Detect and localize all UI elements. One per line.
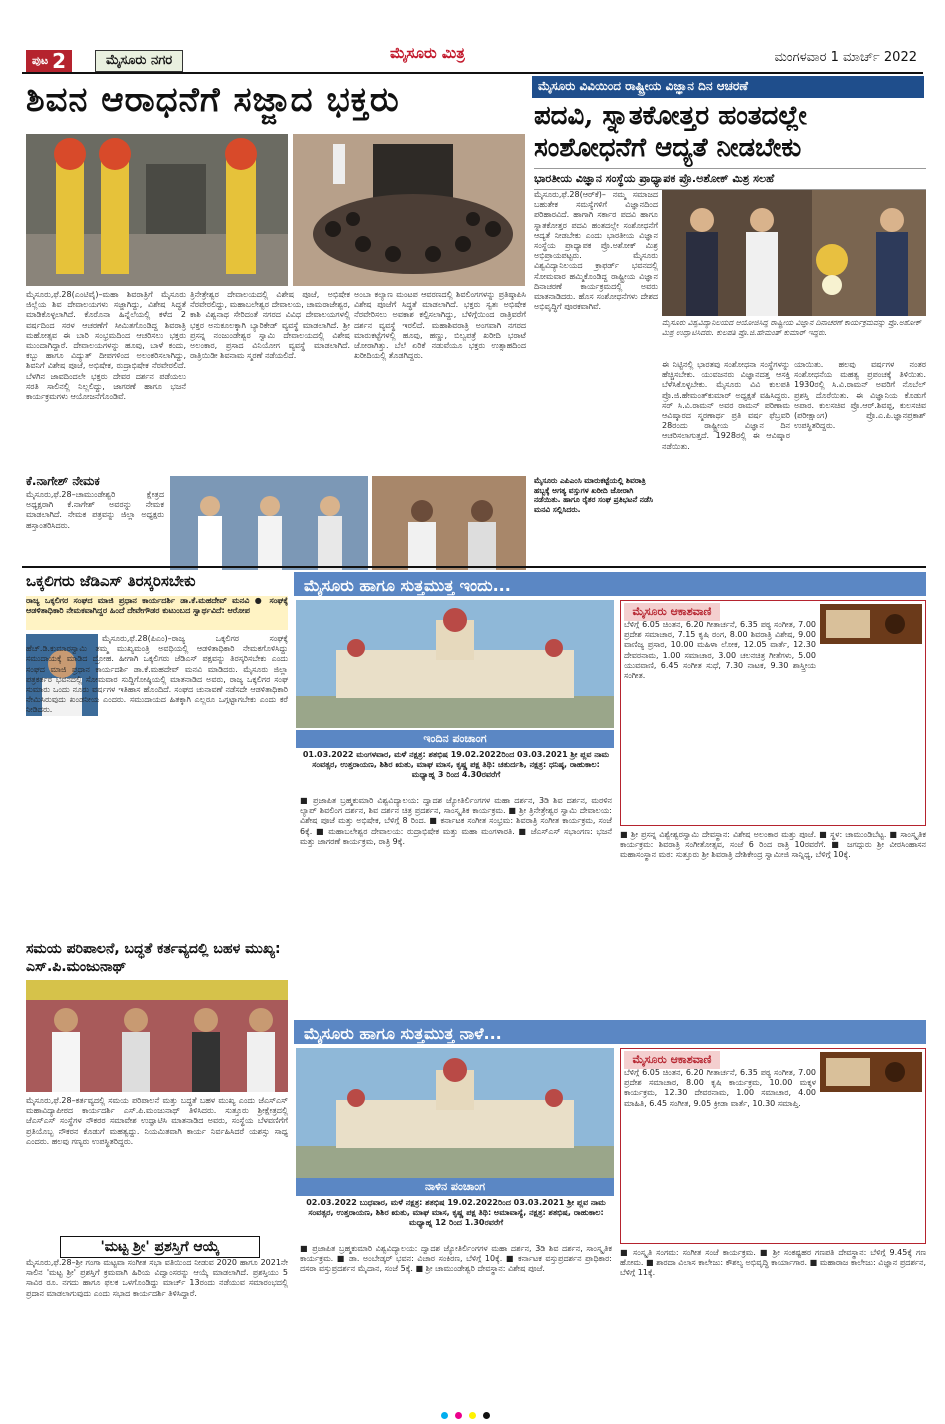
science-kicker: ಮೈಸೂರು ವಿವಿಯಿಂದ ರಾಷ್ಟ್ರೀಯ ವಿಜ್ಞಾನ ದಿನ ಆಚರಣೆ: [532, 76, 924, 98]
photo-palace-tomorrow: [296, 1048, 614, 1178]
okkaliga-body: ಮೈಸೂರು,ಫೆ.28(ಪಿಎಂ)–ರಾಜ್ಯ ಒಕ್ಕಲಿಗರ ಸಂಘಕ್ಕೆ ಹೆಚ್.ಡಿ.ಕುಮಾರಸ್ವಾಮಿ ತಮ್ಮ ಮುಖ್ಯಮಂತ್ರಿ ಅವಧಿಯಲ್ಲಿ ಆಡಳಿತಾಧಿಕಾರಿ ನೇಮಕಗೊಳಿಸಿದ್ದು ಸಮುದಾಯಕ್ಕೆ ಮಾಡಿದ ದ್ರೋಹ. ಹೀಗಾಗಿ ಒಕ್ಕಲಿಗರು ಜೆಡಿಎಸ್ ಪಕ್ಷವನ್ನು ತಿರಸ್ಕರಿಸಬೇಕು ಎಂದು ಸಂಘದ ಮಾಜಿ ಪ್ರಧಾನ ಕಾರ್ಯದರ್ಶಿ ಡಾ.ಕೆ.ಮಹದೇವ್ ಮನವಿ ಮಾಡಿದರು. ಮೈಸೂರು ಜಿಲ್ಲಾ ಪತ್ರಕರ್ತರ ಭವನದಲ್ಲಿ ಸೋಮವಾರ ಸುದ್ದಿಗೋಷ್ಠಿಯಲ್ಲಿ ಮಾತನಾಡಿದ ಅವರು, ರಾಜ್ಯ ಒಕ್ಕಲಿಗರ ಸಂಘ ಸುಮಾರು ಒಂದು ನೂರು ವರ್ಷಗಳ ಇತಿಹಾಸ ಹೊಂದಿದೆ. ಸಂಘದ ಚುನಾವಣೆ ನಡೆಸದೇ ಆಡಳಿತಾಧಿಕಾರಿ ನೇಮಿಸಿರುವುದು ಖಂಡನೀಯ ಎಂದರು. ಸಮುದಾಯದ ಹಿತಕ್ಕಾಗಿ ಎಲ್ಲರೂ ಒಗ್ಗಟ್ಟಾಗಬೇಕು ಎಂದು ಕರೆ ನೀಡಿದರು.: [26, 634, 288, 715]
story1-col2: ತ್ರಿನೇತ್ರೇಶ್ವರ ದೇವಾಲಯದಲ್ಲಿ ವಿಶೇಷ ಪೂಜೆ, ಅಭಿಷೇಕ ನೆರವೇರಲಿದ್ದು, ಮಹಾಬಲೇಶ್ವರ ದೇವಾಲಯ, ಚಾಮರಾಜೇಶ್ವರ, ಕಾಶಿ ವಿಶ್ವನಾಥ ಸೇರಿದಂತೆ ನಗರದ ವಿವಿಧ ದೇವಾಲಯಗಳಲ್ಲಿ ಭಕ್ತರ ಅನುಕೂಲಕ್ಕಾಗಿ ಬ್ಯಾರಿಕೇಡ್ ವ್ಯವಸ್ಥೆ ಮಾಡಲಾಗಿದೆ. ಶ್ರೀ ಪ್ರಸನ್ನ ನಂಜುಂಡೇಶ್ವರ ಸ್ವಾಮಿ ದೇವಾಲಯದಲ್ಲಿ ವಿಶೇಷ ಅಲಂಕಾರ, ಪ್ರಸಾದ ವಿನಿಯೋಗ ವ್ಯವಸ್ಥೆ ಮಾಡಲಾಗಿದೆ. ರಾತ್ರಿಯಿಡೀ ಶಿವನಾಮ ಸ್ಮರಣೆ ನಡೆಯಲಿದೆ.: [190, 290, 350, 361]
headline-okkaliga: ಒಕ್ಕಲಿಗರು ಜೆಡಿಎಸ್ ತಿರಸ್ಕರಿಸಬೇಕು: [26, 572, 196, 590]
akashvani-today-title: ಮೈಸೂರು ಆಕಾಶವಾಣಿ: [624, 603, 720, 621]
headline-shivaratri: ಶಿವನ ಆರಾಧನೆಗೆ ಸಜ್ಜಾದ ಭಕ್ತರು: [26, 80, 400, 120]
print-registration-marks: [440, 1404, 491, 1423]
photo-palace-today: [296, 600, 614, 728]
science-day-image: [662, 190, 926, 316]
page-number-box: [26, 50, 72, 72]
nemaka-image: [170, 476, 368, 570]
okkaliga-subhead: ರಾಜ್ಯ ಒಕ್ಕಲಿಗರ ಸಂಘದ ಮಾಜಿ ಪ್ರಧಾನ ಕಾರ್ಯದರ್ಶಿ ಡಾ.ಕೆ.ಮಹದೇವ್ ಮನವಿ ● ಸಂಘಕ್ಕೆ ಆಡಳಿತಾಧಿಕಾರಿ ನೇಮಕವಾಗಿದ್ದರ ಹಿಂದೆ ದೇವೇಗೌಡರ ಕುಟುಂಬದ ಸ್ವಾರ್ಥವಿದೆ: ಆರೋಪ: [26, 596, 288, 630]
headline-samaya: ಸಮಯ ಪರಿಪಾಲನೆ, ಬದ್ಧತೆ ಕರ್ತವ್ಯದಲ್ಲಿ ಬಹಳ ಮುಖ್ಯ: ಎಸ್.ಪಿ.ಮಂಜುನಾಥ್: [26, 941, 281, 975]
magenta-mark: [455, 1412, 462, 1419]
banner-tomorrow: ಮೈಸೂರು ಹಾಗೂ ಸುತ್ತಮುತ್ತ ನಾಳೆ...: [294, 1020, 926, 1044]
events-tomorrow: ■ ಪ್ರಜಾಪಿತ ಬ್ರಹ್ಮಕುಮಾರಿ ವಿಶ್ವವಿದ್ಯಾಲಯ: ದ್ವಾದಶ ಜ್ಯೋತಿರ್ಲಿಂಗಗಳ ಮಹಾ ದರ್ಶನ, 3ಡಿ ಶಿವ ದರ್ಶನ, ಸಾಂಸ್ಕೃತಿಕ ಕಾರ್ಯಕ್ರಮ. ■ ಡಾ. ಅಂಬೇಡ್ಕರ್ ಭವನ: ವಿಚಾರ ಸಂಕಿರಣ, ಬೆಳಿಗ್ಗೆ 10ಕ್ಕೆ. ■ ಕರ್ನಾಟಕ ವಸ್ತುಪ್ರದರ್ಶನ ಪ್ರಾಧಿಕಾರ: ದಸರಾ ವಸ್ತುಪ್ರದರ್ಶನ ಮೈದಾನ, ಸಂಜೆ 5ಕ್ಕೆ. ■ ಶ್ರೀ ಚಾಮುಂಡೇಶ್ವರಿ ದೇವಸ್ಥಾನ: ವಿಶೇಷ ಪೂಜೆ.: [300, 1244, 612, 1274]
headline-science: ಪದವಿ, ಸ್ನಾತಕೋತ್ತರ ಹಂತದಲ್ಲೇ ಸಂಶೋಧನೆಗೆ ಆದ್ಯತೆ ನೀಡಬೇಕು: [534, 101, 807, 163]
black-mark: [483, 1412, 490, 1419]
market-image: [372, 476, 526, 570]
photo-samaya: [26, 980, 288, 1092]
akashvani-today: ಬೆಳಿಗ್ಗೆ 6.05 ಚಿಂತನ, 6.20 ಗೀತಾರ್ಚನೆ, 6.35 ಪಠ್ಯ ಸಂಗೀತ, 7.00 ಪ್ರದೇಶ ಸಮಾಚಾರ, 7.15 ಕೃಷಿ ರಂಗ, 8.00 ಶಿವರಾತ್ರಿ ವಿಶೇಷ, 9.00 ವಾಣಿಜ್ಯ ಪ್ರಸಾರ, 10.00 ಮಹಿಳಾ ಲೋಕ, 12.05 ವಾರ್ತೆ, 12.30 ದೇವರನಾಮ, 1.00 ಸಮಾಚಾರ, 3.00 ಚಲನಚಿತ್ರ ಗೀತೆಗಳು, 5.00 ಯುವವಾಣಿ, 6.45 ಸಂಗೀತ ಸುಧೆ, 7.30 ನಾಟಕ, 9.30 ಶಾಸ್ತ್ರೀಯ ಸಂಗೀತ.: [624, 620, 816, 681]
samaya-body: ಮೈಸೂರು,ಫೆ.28–ಕರ್ತವ್ಯದಲ್ಲಿ ಸಮಯ ಪರಿಪಾಲನೆ ಮತ್ತು ಬದ್ಧತೆ ಬಹಳ ಮುಖ್ಯ ಎಂದು ಜೆಎಸ್‌ಎಸ್ ಮಹಾವಿದ್ಯಾಪೀಠದ ಕಾರ್ಯದರ್ಶಿ ಎಸ್.ಪಿ.ಮಂಜುನಾಥ್ ತಿಳಿಸಿದರು. ಸುತ್ತೂರು ಶ್ರೀಕ್ಷೇತ್ರದಲ್ಲಿ ಜೆಎಸ್‌ಎಸ್ ಸಂಸ್ಥೆಗಳ ನೌಕರರ ಸಮಾವೇಶ ಉದ್ಘಾಟಿಸಿ ಮಾತನಾಡಿದ ಅವರು, ಸಂಸ್ಥೆಯ ಬೆಳವಣಿಗೆಗೆ ಪ್ರತಿಯೊಬ್ಬ ನೌಕರನ ಕೊಡುಗೆ ಮಹತ್ವದ್ದು. ನಿಯಮಿತವಾಗಿ ಕಾರ್ಯ ನಿರ್ವಹಿಸಿದರೆ ಯಶಸ್ಸು ಸಾಧ್ಯ ಎಂದರು. ಹಲವು ಗಣ್ಯರು ಉಪಸ್ಥಿತರಿದ್ದರು.: [26, 1096, 288, 1146]
cyan-mark: [441, 1412, 448, 1419]
divider: [22, 566, 926, 568]
photo-temple-decor: [26, 134, 288, 286]
story1-col1: ಮೈಸೂರು,ಫೆ.28(ಎಂಟಿವೈ)–ಮಹಾ ಶಿವರಾತ್ರಿಗೆ ಮೈಸೂರು ಜಿಲ್ಲೆಯ ಶಿವ ದೇವಾಲಯಗಳು ಸಜ್ಜಾಗಿದ್ದು, ವಿಶೇಷ ಸಿದ್ಧತೆ ಮಾಡಿಕೊಳ್ಳಲಾಗಿದೆ. ಕೊರೊನಾ ಹಿನ್ನೆಲೆಯಲ್ಲಿ ಕಳೆದ 2 ವರ್ಷದಿಂದ ಸರಳ ಆಚರಣೆಗೆ ಸೀಮಿತಗೊಂಡಿದ್ದ ಶಿವರಾತ್ರಿ ಮಹೋತ್ಸವ ಈ ಬಾರಿ ಸಂಭ್ರಮದಿಂದ ಆಚರಿಸಲು ಭಕ್ತರು ಮುಂದಾಗಿದ್ದಾರೆ. ದೇವಾಲಯಗಳನ್ನು ಹೂವು, ಬಾಳೆ ಕಂದು, ಕಬ್ಬು ಹಾಗೂ ವಿದ್ಯುತ್ ದೀಪಗಳಿಂದ ಅಲಂಕರಿಸಲಾಗಿದ್ದು, ಶಿವನಿಗೆ ವಿಶೇಷ ಪೂಜೆ, ಅಭಿಷೇಕ, ರುದ್ರಾಭಿಷೇಕ ನೆರವೇರಲಿದೆ. ಬೆಳಗಿನ ಜಾವದಿಂದಲೇ ಭಕ್ತರು ದೇವರ ದರ್ಶನ ಪಡೆಯಲು ಸರತಿ ಸಾಲಿನಲ್ಲಿ ನಿಲ್ಲಲಿದ್ದು, ಜಾಗರಣೆ ಹಾಗೂ ಭಜನೆ ಕಾರ್ಯಕ್ರಮಗಳು ಆಯೋಜನೆಗೊಂಡಿವೆ.: [26, 290, 186, 402]
radio-icon: [820, 1052, 922, 1092]
photo-market: [372, 476, 526, 570]
photo-nemaka: [170, 476, 368, 570]
palace-image: [296, 600, 614, 728]
temple-decor-image: [26, 134, 288, 286]
samaya-image: [26, 980, 288, 1092]
palace-image: [296, 1048, 614, 1178]
section-name: ಮೈಸೂರು ನಗರ: [95, 50, 183, 72]
photo-science-day: [662, 190, 926, 316]
radio-image: [820, 604, 922, 644]
science-col1: ಮೈಸೂರು,ಫೆ.28(ಆರ್‌ಕೆ)– ನಮ್ಮ ಸಮಾಜದ ಬಹುತೇಕ ಸಮಸ್ಯೆಗಳಿಗೆ ವಿಜ್ಞಾನದಿಂದ ಪರಿಹಾರವಿದೆ. ಹಾಗಾಗಿ ಸರ್ಕಾರ ಪದವಿ ಹಾಗೂ ಸ್ನಾತಕೋತ್ತರ ಪದವಿ ಹಂತದಲ್ಲೇ ಸಂಶೋಧನೆಗೆ ಆದ್ಯತೆ ನೀಡಬೇಕು ಎಂದು ಭಾರತೀಯ ವಿಜ್ಞಾನ ಸಂಸ್ಥೆಯ ಪ್ರಾಧ್ಯಾಪಕ ಪ್ರೊ.ಅಶೋಕ್ ಮಿಶ್ರ ಅಭಿಪ್ರಾಯಪಟ್ಟರು. ಮೈಸೂರು ವಿಶ್ವವಿದ್ಯಾನಿಲಯದ ಕ್ರಾಫರ್ಡ್ ಭವನದಲ್ಲಿ ಸೋಮವಾರ ಹಮ್ಮಿಕೊಂಡಿದ್ದ ರಾಷ್ಟ್ರೀಯ ವಿಜ್ಞಾನ ದಿನಾಚರಣೆ ಕಾರ್ಯಕ್ರಮದಲ್ಲಿ ಅವರು ಮಾತನಾಡಿದರು. ಹೊಸ ಸಂಶೋಧನೆಗಳು ದೇಶದ ಅಭಿವೃದ್ಧಿಗೆ ಪೂರಕವಾಗಿವೆ.: [534, 190, 658, 312]
page-number: 2: [52, 49, 67, 73]
story1-col3: ಅಂಬಾ ಕಲ್ಯಾಣ ಮಂಟಪ ಆವರಣದಲ್ಲಿ ಶಿವಲಿಂಗಗಳನ್ನು ಪ್ರತಿಷ್ಠಾಪಿಸಿ ವಿಶೇಷ ಪೂಜೆಗೆ ಸಿದ್ಧತೆ ಮಾಡಲಾಗಿದೆ. ಭಕ್ತರು ಸ್ವತಃ ಅಭಿಷೇಕ ನೆರವೇರಿಸಲು ಅವಕಾಶ ಕಲ್ಪಿಸಲಾಗಿದ್ದು, ಬೆಳಿಗ್ಗೆಯಿಂದ ರಾತ್ರಿವರೆಗೆ ದರ್ಶನ ವ್ಯವಸ್ಥೆ ಇರಲಿದೆ. ಮಹಾಶಿವರಾತ್ರಿ ಅಂಗವಾಗಿ ನಗರದ ಮಾರುಕಟ್ಟೆಗಳಲ್ಲಿ ಹೂವು, ಹಣ್ಣು, ಬಿಲ್ವಪತ್ರೆ ಖರೀದಿ ಭರಾಟೆ ಜೋರಾಗಿತ್ತು. ಬೆಲೆ ಏರಿಕೆ ನಡುವೆಯೂ ಭಕ್ತರು ಉತ್ಸಾಹದಿಂದ ಖರೀದಿಯಲ್ಲಿ ತೊಡಗಿದ್ದರು.: [354, 290, 526, 361]
akashvani-tomorrow: ಬೆಳಿಗ್ಗೆ 6.05 ಚಿಂತನ, 6.20 ಗೀತಾರ್ಚನೆ, 6.35 ಪಠ್ಯ ಸಂಗೀತ, 7.00 ಪ್ರದೇಶ ಸಮಾಚಾರ, 8.00 ಕೃಷಿ ಕಾರ್ಯಕ್ರಮ, 10.00 ಮಕ್ಕಳ ಕಾರ್ಯಕ್ರಮ, 12.30 ದೇವರನಾಮ, 1.00 ಸಮಾಚಾರ, 4.00 ಮಾಹಿತಿ, 6.45 ಸಂಗೀತ, 9.05 ಕ್ರೀಡಾ ವಾರ್ತೆ, 10.30 ಸಮಾಪ್ತಿ.: [624, 1068, 816, 1108]
radio-icon: [820, 604, 922, 644]
brand-logo: ಮೈಸೂರು ಮಿತ್ರ: [390, 44, 465, 62]
panchanga-tomorrow: 02.03.2022 ಬುಧವಾರ, ಮಳೆ ನಕ್ಷತ್ರ: ಶತಭಿಷ 19.02.2022ರಿಂದ 03.03.2021 ಶ್ರೀ ಪ್ಲವ ನಾಮ ಸಂವತ್ಸರ, ಉತ್ತರಾಯಣ, ಶಿಶಿರ ಋತು, ಮಾಘ ಮಾಸ, ಕೃಷ್ಣ ಪಕ್ಷ ತಿಥಿ: ಅಮಾವಾಸ್ಯೆ, ನಕ್ಷತ್ರ: ಶತಭಿಷ, ರಾಹುಕಾಲ: ಮಧ್ಯಾಹ್ನ 12 ರಿಂದ 1.30ರವರೆಗೆ: [306, 1198, 606, 1228]
shivalinga-image: [293, 134, 525, 286]
page-label: ಪುಟ: [32, 54, 49, 67]
mattashri-body: ಮೈಸೂರು,ಫೆ.28–ಶ್ರೀ ಗಂಗಾ ಮಟ್ಟವಾ ಸಂಗೀತ ಸಭಾ ವತಿಯಿಂದ ನೀಡುವ 2020 ಹಾಗೂ 2021ನೇ ಸಾಲಿನ 'ಮಟ್ಟ ಶ್ರೀ' ಪ್ರಶಸ್ತಿಗೆ ಕ್ರಮವಾಗಿ ಹಿರಿಯ ವಿದ್ವಾಂಸರನ್ನು ಆಯ್ಕೆ ಮಾಡಲಾಗಿದೆ. ಪ್ರಶಸ್ತಿಯು 5 ಸಾವಿರ ರೂ. ನಗದು ಹಾಗೂ ಫಲಕ ಒಳಗೊಂಡಿದ್ದು ಮಾರ್ಚ್ 13ರಂದು ನಡೆಯುವ ಸಮಾರಂಭದಲ್ಲಿ ಪ್ರದಾನ ಮಾಡಲಾಗುವುದು ಎಂದು ಸಭಾದ ಕಾರ್ಯದರ್ಶಿ ತಿಳಿಸಿದ್ದಾರೆ.: [26, 1258, 288, 1298]
science-col2: ಈ ನಿಟ್ಟಿನಲ್ಲಿ ಭಾರತವು ಸಂಶೋಧನಾ ಸಂಸ್ಥೆಗಳನ್ನು ಹೆಚ್ಚಿಸಬೇಕು. ಯುವಜನರು ವಿಜ್ಞಾನದತ್ತ ಆಸಕ್ತಿ ಬೆಳೆಸಿಕೊಳ್ಳಬೇಕು. ಮೈಸೂರು ವಿವಿ ಕುಲಪತಿ ಪ್ರೊ.ಜಿ.ಹೇಮಂತ್‌ಕುಮಾರ್ ಅಧ್ಯಕ್ಷತೆ ವಹಿಸಿದ್ದರು. ಸರ್ ಸಿ.ವಿ.ರಾಮನ್ ಅವರ ರಾಮನ್ ಪರಿಣಾಮ ಆವಿಷ್ಕಾರದ ಸ್ಮರಣಾರ್ಥ ಪ್ರತಿ ವರ್ಷ ಫೆಬ್ರವರಿ 28ರಂದು ರಾಷ್ಟ್ರೀಯ ವಿಜ್ಞಾನ ದಿನ ಆಚರಿಸಲಾಗುತ್ತದೆ. 1928ರಲ್ಲಿ ಈ ಆವಿಷ್ಕಾರ ನಡೆಯಿತು.: [662, 360, 790, 451]
science-caption: ಮೈಸೂರು ವಿಶ್ವವಿದ್ಯಾನಿಲಯದ ಆಯೋಜಿಸಿದ್ದ ರಾಷ್ಟ್ರೀಯ ವಿಜ್ಞಾನ ದಿನಾಚರಣೆ ಕಾರ್ಯಕ್ರಮವನ್ನು ಪ್ರೊ.ಅಶೋಕ್ ಮಿಶ್ರ ಉದ್ಘಾಟಿಸಿದರು. ಕುಲಪತಿ ಪ್ರೊ.ಜಿ.ಹೇಮಂತ್ ಕುಮಾರ್ ಇದ್ದರು.: [662, 318, 922, 337]
science-col3: ಯಾಯಿತು. ಹಲವು ವರ್ಷಗಳ ನಂತರ ಸಂಶೋಧನೆಯ ಮಹತ್ವ ಪ್ರಪಂಚಕ್ಕೆ ತಿಳಿಯಿತು. 1930ರಲ್ಲಿ ಸಿ.ವಿ.ರಾಮನ್ ಅವರಿಗೆ ನೊಬೆಲ್ ಪ್ರಶಸ್ತಿ ದೊರೆಯಿತು. ಈ ವಿಜ್ಞಾನಿಯ ಕೊಡುಗೆ ಅಪಾರ. ಕುಲಸಚಿವ ಪ್ರೊ.ಆರ್.ಶಿವಪ್ಪ, ಕುಲಸಚಿವ (ಪರೀಕ್ಷಾಂಗ) ಪ್ರೊ.ಎ.ಪಿ.ಜ್ಞಾನಪ್ರಕಾಶ್ ಉಪಸ್ಥಿತರಿದ್ದರು.: [794, 360, 926, 431]
headline-nemaka: ಕೆ.ನಾಗೇಶ್ ನೇಮಕ: [26, 474, 100, 488]
banner-today: ಮೈಸೂರು ಹಾಗೂ ಸುತ್ತಮುತ್ತ ಇಂದು...: [294, 572, 926, 596]
events-today: ■ ಪ್ರಜಾಪಿತ ಬ್ರಹ್ಮಕುಮಾರಿ ವಿಶ್ವವಿದ್ಯಾಲಯ: ದ್ವಾದಶ ಜ್ಯೋತಿರ್ಲಿಂಗಗಳ ಮಹಾ ದರ್ಶನ, 3ಡಿ ಶಿವ ದರ್ಶನ, ಮರಳಿನ ಲ್ಯಾಪ್ ಶಿವಲಿಂಗ ದರ್ಶನ, ಶಿವ ದರ್ಶನ ಚಿತ್ರ ಪ್ರದರ್ಶನ, ಸಾಂಸ್ಕೃತಿಕ ಕಾರ್ಯಕ್ರಮ. ■ ಶ್ರೀ ತ್ರಿನೇತ್ರೇಶ್ವರ ಸ್ವಾಮಿ ದೇವಾಲಯ: ವಿಶೇಷ ಪೂಜೆ ಮತ್ತು ಅಭಿಷೇಕ, ಬೆಳಿಗ್ಗೆ 8 ರಿಂದ. ■ ಕರ್ನಾಟಕ ಸಂಗೀತ ಸಂಭ್ರಮ: ಶಿವರಾತ್ರಿ ಸಂಗೀತ ಕಾರ್ಯಕ್ರಮ, ಸಂಜೆ 6ಕ್ಕೆ. ■ ಮಹಾಬಲೇಶ್ವರ ದೇವಾಲಯ: ರುದ್ರಾಭಿಷೇಕ ಮತ್ತು ಮಹಾ ಮಂಗಳಾರತಿ. ■ ಜೆಎಸ್‌ಎಸ್ ಸಭಾಂಗಣ: ಭಜನೆ ಮತ್ತು ಜಾಗರಣೆ ಕಾರ್ಯಕ್ರಮ, ರಾತ್ರಿ 9ಕ್ಕೆ.: [300, 796, 612, 846]
events-today-right: ■ ಶ್ರೀ ಪ್ರಸನ್ನ ವಿಶ್ವೇಶ್ವರಸ್ವಾಮಿ ದೇವಸ್ಥಾನ: ವಿಶೇಷ ಅಲಂಕಾರ ಮತ್ತು ಪೂಜೆ. ■ ಸ್ಥಳ: ಚಾಮುಂಡಿಬೆಟ್ಟ. ■ ಸಾಂಸ್ಕೃತಿಕ ಕಾರ್ಯಕ್ರಮ: ಶಿವರಾತ್ರಿ ಸಂಗೀತೋತ್ಸವ, ಸಂಜೆ 6 ರಿಂದ ರಾತ್ರಿ 10ರವರೆಗೆ. ■ ಜಗದ್ಗುರು ಶ್ರೀ ವೀರಸಿಂಹಾಸನ ಮಹಾಸಂಸ್ಥಾನ ಮಠ: ಸುತ್ತೂರು ಶ್ರೀ ಶಿವರಾತ್ರಿ ದೇಶಿಕೇಂದ್ರ ಸ್ವಾಮೀಜಿ ಸಾನ್ನಿಧ್ಯ, ಬೆಳಿಗ್ಗೆ 10ಕ್ಕೆ.: [620, 830, 926, 860]
panchanga-tomorrow-title: ನಾಳಿನ ಪಂಚಾಂಗ: [296, 1178, 614, 1196]
photo-shivalinga: [293, 134, 525, 286]
akashvani-tomorrow-title: ಮೈಸೂರು ಆಕಾಶವಾಣಿ: [624, 1051, 720, 1069]
headline-mattashri: 'ಮಟ್ಟ ಶ್ರೀ' ಪ್ರಶಸ್ತಿಗೆ ಆಯ್ಕೆ: [60, 1236, 260, 1258]
market-caption: ಮೈಸೂರು ಎಪಿಎಂಸಿ ಮಾರುಕಟ್ಟೆಯಲ್ಲಿ ಶಿವರಾತ್ರಿ ಹಬ್ಬಕ್ಕೆ ಅಗತ್ಯ ವಸ್ತುಗಳ ಖರೀದಿ ಜೋರಾಗಿ ನಡೆಯಿತು. ಹಾಗೂ ರೈತರ ಸಂಘ ಪ್ರತಿಭಟನೆ ನಡೆಸಿ ಮನವಿ ಸಲ್ಲಿಸಿದರು.: [534, 476, 654, 514]
radio-image: [820, 1052, 922, 1092]
events-tomorrow-right: ■ ಸಂಸ್ಕೃತಿ ಸಂಗಮ: ಸಂಗೀತ ಸಂಜೆ ಕಾರ್ಯಕ್ರಮ. ■ ಶ್ರೀ ಸಂಕಷ್ಟಹರ ಗಣಪತಿ ದೇವಸ್ಥಾನ: ಬೆಳಿಗ್ಗೆ 9.45ಕ್ಕೆ ಗಣ ಹೋಮ. ■ ಶಾರದಾ ವಿಲಾಸ ಕಾಲೇಜು: ಕೌಶಲ್ಯ ಅಭಿವೃದ್ಧಿ ಕಾರ್ಯಾಗಾರ. ■ ಮಹಾರಾಜ ಕಾಲೇಜು: ವಿಜ್ಞಾನ ಪ್ರದರ್ಶನ, ಬೆಳಿಗ್ಗೆ 11ಕ್ಕೆ.: [620, 1248, 926, 1278]
nemaka-body: ಮೈಸೂರು,ಫೆ.28–ಚಾಮುಂಡೇಶ್ವರಿ ಕ್ಷೇತ್ರದ ಅಧ್ಯಕ್ಷರಾಗಿ ಕೆ.ನಾಗೇಶ್ ಅವರನ್ನು ನೇಮಕ ಮಾಡಲಾಗಿದೆ. ನೇಮಕ ಪತ್ರವನ್ನು ಜಿಲ್ಲಾ ಅಧ್ಯಕ್ಷರು ಹಸ್ತಾಂತರಿಸಿದರು.: [26, 490, 164, 530]
science-subhead: ಭಾರತೀಯ ವಿಜ್ಞಾನ ಸಂಸ್ಥೆಯ ಪ್ರಾಧ್ಯಾಪಕ ಪ್ರೊ.ಅಶೋಕ್ ಮಿಶ್ರ ಸಲಹೆ: [534, 168, 926, 190]
issue-date: ಮಂಗಳವಾರ 1 ಮಾರ್ಚ್ 2022: [774, 50, 917, 65]
yellow-mark: [469, 1412, 476, 1419]
panchanga-today: 01.03.2022 ಮಂಗಳವಾರ, ಮಳೆ ನಕ್ಷತ್ರ: ಶತಭಿಷ 19.02.2022ರಿಂದ 03.03.2021 ಶ್ರೀ ಪ್ಲವ ನಾಮ ಸಂವತ್ಸರ, ಉತ್ತರಾಯಣ, ಶಿಶಿರ ಋತು, ಮಾಘ ಮಾಸ, ಕೃಷ್ಣ ಪಕ್ಷ ತಿಥಿ: ಚತುರ್ದಶಿ, ನಕ್ಷತ್ರ: ಧನಿಷ್ಠ, ರಾಹುಕಾಲ: ಮಧ್ಯಾಹ್ನ 3 ರಿಂದ 4.30ರವರೆಗೆ: [302, 750, 610, 780]
panchanga-today-title: ಇಂದಿನ ಪಂಚಾಂಗ: [296, 730, 614, 748]
